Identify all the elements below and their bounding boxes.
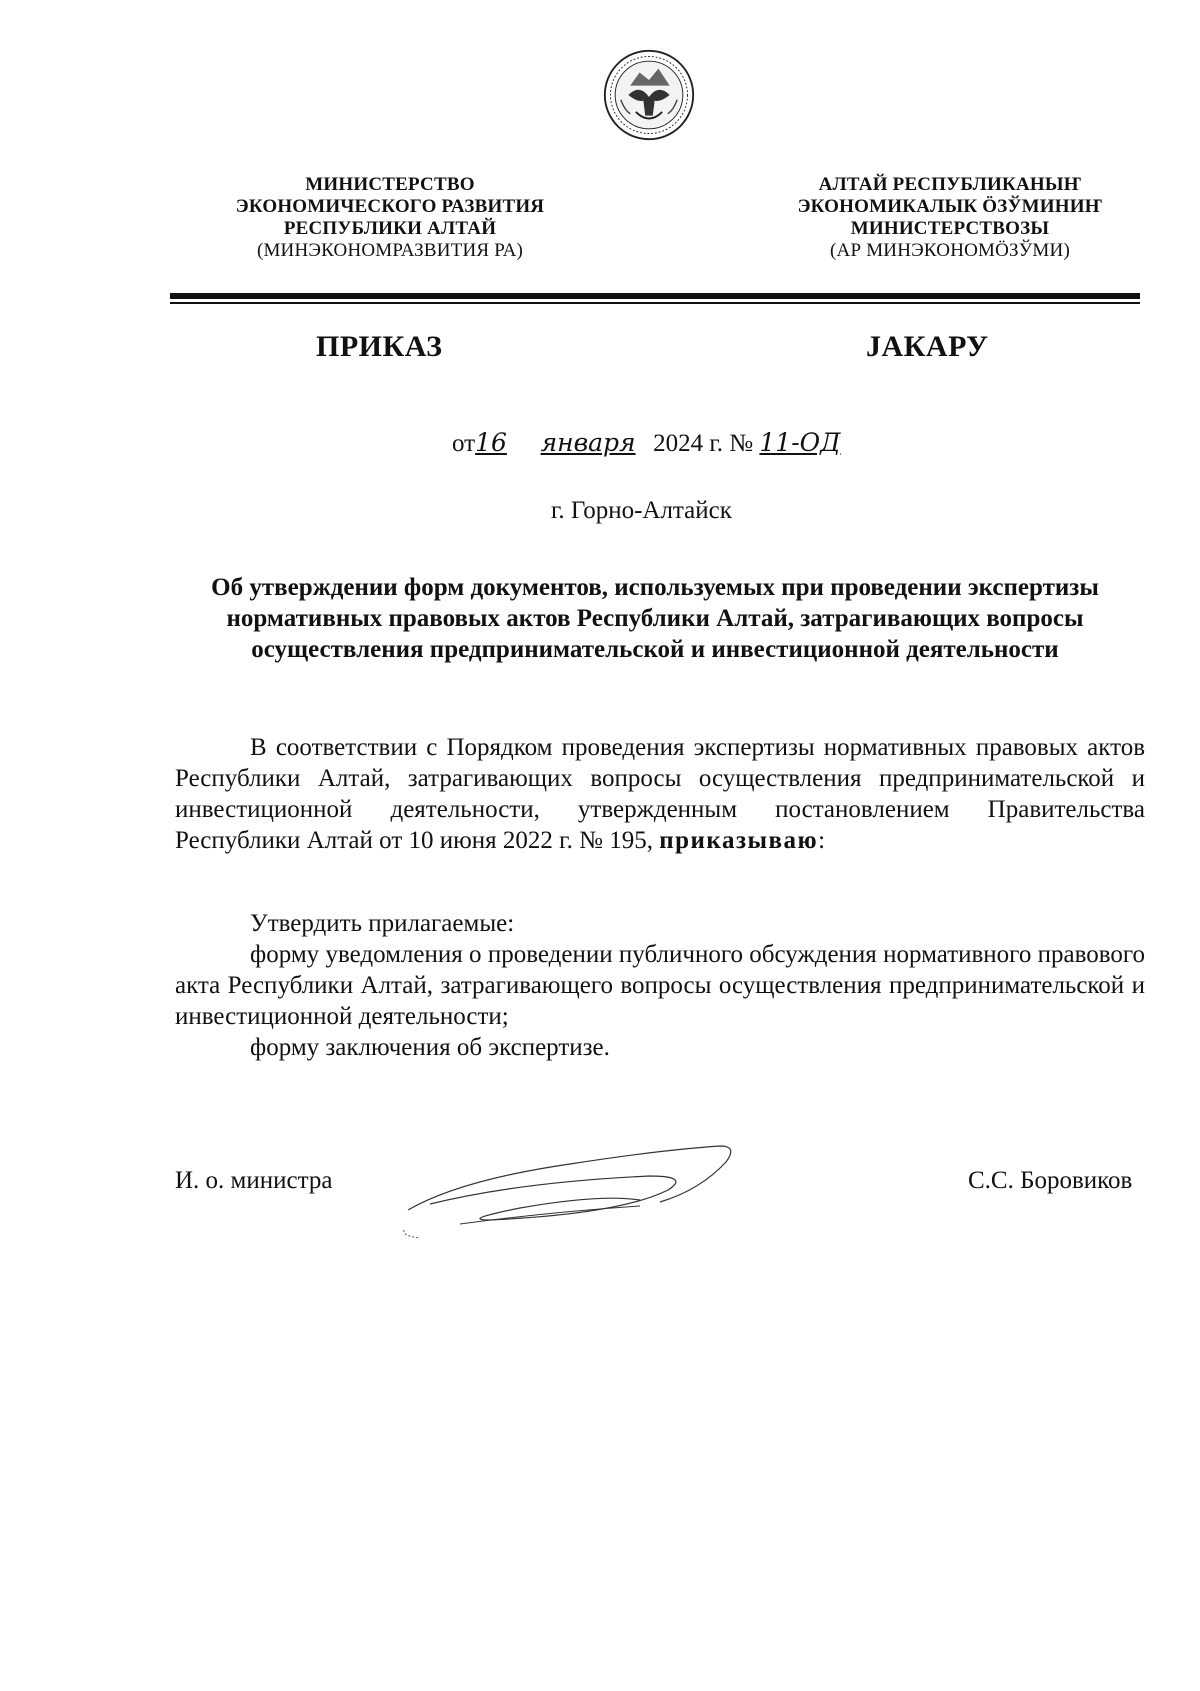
date-year-number-label: 2024 г. № <box>653 430 754 457</box>
document-title-alt: ЈАКАРУ <box>866 330 989 363</box>
handwritten-number: 11-ОД <box>759 428 841 457</box>
order-word: приказываю <box>659 827 819 854</box>
order-colon: : <box>818 827 826 854</box>
signatory-name: С.С. Боровиков <box>968 1167 1133 1194</box>
ministry-line: МИНИСТЕРСТВОЗЫ <box>850 218 1050 239</box>
handwritten-day: 16 <box>475 428 507 457</box>
ministry-name-ru <box>190 174 590 262</box>
ministry-line: ЭКОНОМИКАЛЫК ÖЗЎМИНИҤ <box>797 196 1103 217</box>
document-title-ru: ПРИКАЗ <box>316 330 443 363</box>
ministry-abbrev: (МИНЭКОНОМРАЗВИТИЯ РА) <box>256 240 524 261</box>
ministry-abbrev: (АР МИНЭКОНОМÖЗЎМИ) <box>830 240 1070 261</box>
date-prefix: от <box>452 430 476 457</box>
decision-block <box>175 908 1145 1063</box>
handwritten-signature <box>400 1120 770 1260</box>
approved-item: форму уведомления о проведении публичного обсуждения нормативного правового акта Республики Алтай, затрагивающего вопросы осуществления предпринимательской и инвестиционной деятельности; <box>175 941 1145 1030</box>
preamble-text: В соответствии с Порядком проведения экспертизы нормативных правовых актов Республики Алтай, затрагивающих вопросы осуществления предпринимательской и инвестиционной деятельности, утвержденным постановлением Правительства Республики Алтай от 10 июня 2022 г. № 195, <box>175 734 1145 854</box>
ministry-name-alt <box>740 174 1160 262</box>
preamble-paragraph <box>175 732 1145 856</box>
ministry-line: РЕСПУБЛИКИ АЛТАЙ <box>283 218 497 239</box>
handwritten-month: января <box>540 428 636 457</box>
ministry-line: АЛТАЙ РЕСПУБЛИКАНЫҤ <box>818 174 1082 195</box>
approve-line: Утвердить прилагаемые: <box>250 910 515 937</box>
signatory-role: И. о. министра <box>175 1167 333 1194</box>
document-subject: Об утверждении форм документов, используемых при проведении экспертизы нормативных правовых актов Республики Алтай, затрагивающих вопросы осуществления предпринимательской и инвестиционной деятельности <box>211 574 1099 663</box>
header-divider-thin <box>170 302 1140 304</box>
coat-of-arms-icon <box>602 48 696 142</box>
ministry-line: МИНИСТЕРСТВО <box>305 174 475 195</box>
approved-item: форму заключения об экспертизе. <box>250 1034 610 1061</box>
city: г. Горно-Алтайск <box>551 497 732 524</box>
document-date-number <box>452 428 841 458</box>
header-divider <box>170 293 1140 299</box>
ministry-line: ЭКОНОМИЧЕСКОГО РАЗВИТИЯ <box>235 196 545 217</box>
